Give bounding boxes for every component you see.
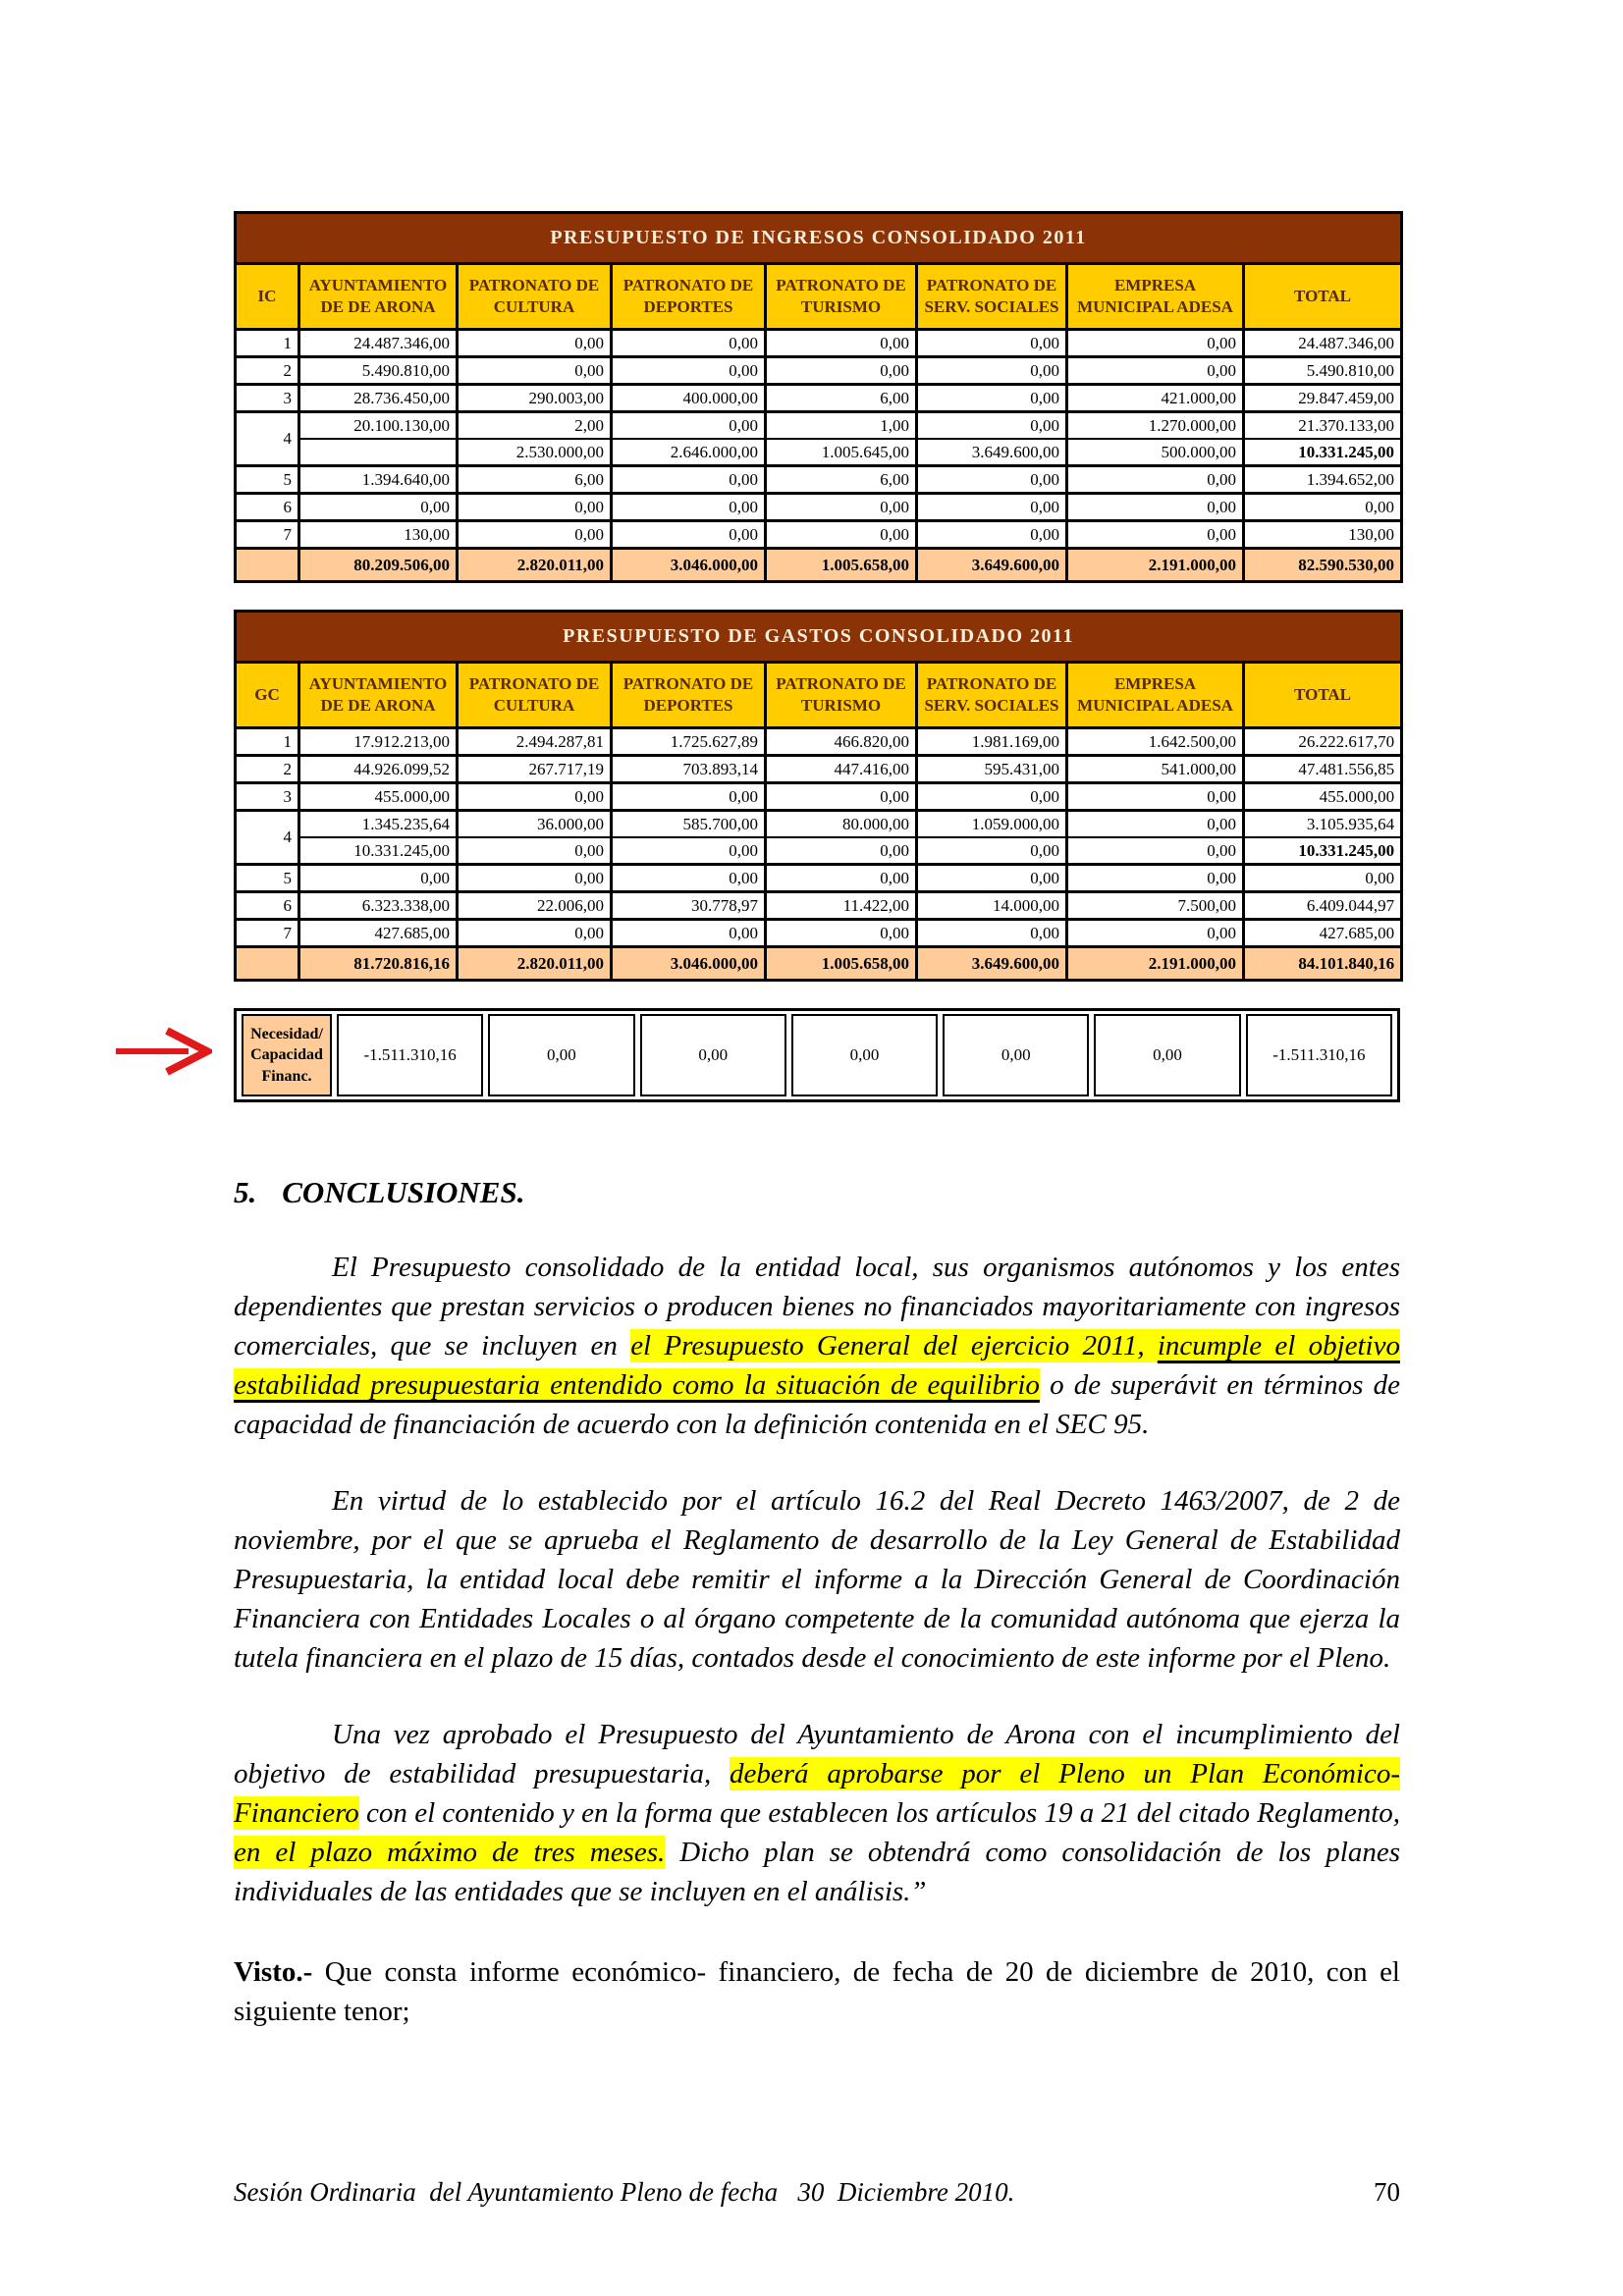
value-cell: 0,00	[766, 357, 917, 385]
value-cell: 2.530.000,00	[458, 439, 612, 466]
row-label: 5	[236, 466, 299, 494]
value-cell: 0,00	[612, 494, 766, 521]
value-cell: 1.725.627,89	[612, 728, 766, 756]
value-cell: 0,00	[917, 521, 1067, 549]
value-cell: 0,00	[458, 865, 612, 892]
value-cell: 1.059.000,00	[917, 811, 1067, 838]
highlighted-text: en el plazo máximo de tres meses.	[234, 1837, 666, 1868]
total-value: 80.209.506,00	[299, 549, 458, 582]
highlighted-text: el Presupuesto General del ejercicio 2011,	[630, 1330, 1158, 1362]
column-header: PATRONATO DE DEPORTES	[612, 264, 766, 330]
column-header: TOTAL	[1244, 663, 1402, 728]
necesidad-value: -1.511.310,16	[1246, 1014, 1392, 1096]
page-number: 70	[1374, 2177, 1400, 2207]
paragraph	[234, 1481, 1400, 1678]
value-cell: 0,00	[766, 920, 917, 947]
row-label: 4	[236, 412, 299, 466]
value-cell: 28.736.450,00	[299, 385, 458, 412]
value-cell: 2.494.287,81	[458, 728, 612, 756]
value-cell: 466.820,00	[766, 728, 917, 756]
value-cell: 427.685,00	[299, 920, 458, 947]
value-cell: 0,00	[766, 783, 917, 811]
value-cell: 1.005.645,00	[766, 439, 917, 466]
value-cell: 1.394.640,00	[299, 466, 458, 494]
value-cell: 20.100.130,00	[299, 412, 458, 440]
value-cell: 0,00	[1067, 837, 1244, 865]
column-header: EMPRESA MUNICIPAL ADESA	[1067, 264, 1244, 330]
value-cell: 17.912.213,00	[299, 728, 458, 756]
value-cell: 6,00	[458, 466, 612, 494]
value-cell: 0,00	[458, 837, 612, 865]
value-cell: 30.778,97	[612, 892, 766, 920]
text-segment: Que consta informe económico- financiero, de fecha de 20 de diciembre de 2010, con el siguiente tenor;	[234, 1956, 1400, 2027]
table-title: PRESUPUESTO DE GASTOS CONSOLIDADO 2011	[236, 612, 1402, 663]
value-cell: 0,00	[458, 521, 612, 549]
value-cell: 455.000,00	[1244, 783, 1402, 811]
value-cell: 0,00	[1244, 494, 1402, 521]
row-label: 4	[236, 811, 299, 865]
value-cell: 0,00	[917, 412, 1067, 440]
red-arrow-icon	[114, 1024, 212, 1079]
value-cell: 0,00	[299, 865, 458, 892]
value-cell: 0,00	[612, 412, 766, 440]
text-segment: En virtud de lo establecido por el artículo 16.2 del Real Decreto 1463/2007, de 2 de noviembre, por el que se aprueba el Reglamento de desarrollo de la Ley General de Estabilidad Presupuestaria, la entidad local debe remitir el informe a la Dirección General de Coordinación Financiera con Entidades Locales o al órgano competente de la comunidad autónoma que ejerza la tutela financiera en el plazo de 15 días, contados desde el conocimiento de este informe por el Pleno.	[234, 1485, 1400, 1674]
value-cell: 10.331.245,00	[1244, 837, 1402, 865]
total-value: 2.191.000,00	[1067, 549, 1244, 582]
value-cell	[299, 439, 458, 466]
value-cell: 80.000,00	[766, 811, 917, 838]
necesidad-value: 0,00	[640, 1014, 786, 1096]
highlighted-text: incumple el objetivo estabilidad presupuestaria entendido como la situación de equilibrio	[234, 1330, 1400, 1401]
necesidad-value: 0,00	[488, 1014, 634, 1096]
value-cell: 10.331.245,00	[299, 837, 458, 865]
value-cell: 0,00	[458, 920, 612, 947]
value-cell: 0,00	[612, 920, 766, 947]
value-cell: 0,00	[458, 783, 612, 811]
total-value: 84.101.840,16	[1244, 947, 1402, 981]
value-cell: 22.006,00	[458, 892, 612, 920]
total-value: 3.649.600,00	[917, 947, 1067, 981]
total-value: 1.005.658,00	[766, 549, 917, 582]
value-cell: 0,00	[917, 385, 1067, 412]
conclusiones-body	[234, 1248, 1400, 2031]
value-cell: 1.270.000,00	[1067, 412, 1244, 440]
value-cell: 0,00	[766, 865, 917, 892]
necesidad-label-line: Financ.	[261, 1067, 312, 1085]
paragraph	[234, 1715, 1400, 1911]
value-cell: 24.487.346,00	[1244, 330, 1402, 357]
value-cell: 14.000,00	[917, 892, 1067, 920]
text-segment: Visto.-	[234, 1956, 313, 1988]
necesidad-value: 0,00	[943, 1014, 1089, 1096]
value-cell: 0,00	[458, 330, 612, 357]
row-label: 2	[236, 756, 299, 783]
value-cell: 0,00	[1067, 811, 1244, 838]
row-label: 6	[236, 494, 299, 521]
value-cell: 3.105.935,64	[1244, 811, 1402, 838]
value-cell: 6.409.044,97	[1244, 892, 1402, 920]
value-cell: 0,00	[1067, 357, 1244, 385]
value-cell: 0,00	[1067, 521, 1244, 549]
value-cell: 29.847.459,00	[1244, 385, 1402, 412]
value-cell: 1.394.652,00	[1244, 466, 1402, 494]
ingresos-table	[234, 211, 1403, 583]
value-cell: 0,00	[917, 865, 1067, 892]
text-segment: o de superávit en términos de capacidad de financiación de acuerdo con la definición contenida en el SEC 95.	[234, 1369, 1401, 1440]
column-header: PATRONATO DE SERV. SOCIALES	[917, 264, 1067, 330]
value-cell: 0,00	[766, 330, 917, 357]
row-label: 2	[236, 357, 299, 385]
row-label: 1	[236, 728, 299, 756]
total-value: 2.820.011,00	[458, 947, 612, 981]
column-header: PATRONATO DE TURISMO	[766, 264, 917, 330]
value-cell: 0,00	[1244, 865, 1402, 892]
heading-title: CONCLUSIONES.	[282, 1175, 525, 1209]
necesidad-table	[234, 1008, 1400, 1102]
value-cell: 447.416,00	[766, 756, 917, 783]
column-header: PATRONATO DE DEPORTES	[612, 663, 766, 728]
value-cell: 6,00	[766, 466, 917, 494]
value-cell: 130,00	[299, 521, 458, 549]
total-value: 82.590.530,00	[1244, 549, 1402, 582]
column-header: EMPRESA MUNICIPAL ADESA	[1067, 663, 1244, 728]
row-label: 7	[236, 920, 299, 947]
value-cell: 1.981.169,00	[917, 728, 1067, 756]
row-label: 7	[236, 521, 299, 549]
heading-number: 5.	[234, 1175, 257, 1209]
value-cell: 0,00	[766, 494, 917, 521]
row-label: 3	[236, 783, 299, 811]
value-cell: 0,00	[917, 783, 1067, 811]
row-label: 5	[236, 865, 299, 892]
value-cell: 21.370.133,00	[1244, 412, 1402, 440]
value-cell: 11.422,00	[766, 892, 917, 920]
value-cell: 595.431,00	[917, 756, 1067, 783]
value-cell: 44.926.099,52	[299, 756, 458, 783]
value-cell: 5.490.810,00	[1244, 357, 1402, 385]
value-cell: 0,00	[612, 521, 766, 549]
column-header: TOTAL	[1244, 264, 1402, 330]
necesidad-value: 0,00	[791, 1014, 938, 1096]
value-cell: 421.000,00	[1067, 385, 1244, 412]
necesidad-value: -1.511.310,16	[337, 1014, 483, 1096]
value-cell: 3.649.600,00	[917, 439, 1067, 466]
value-cell: 0,00	[1067, 494, 1244, 521]
total-value: 3.046.000,00	[612, 947, 766, 981]
corner-header: GC	[236, 663, 299, 728]
value-cell: 6,00	[766, 385, 917, 412]
value-cell: 6.323.338,00	[299, 892, 458, 920]
row-label: 1	[236, 330, 299, 357]
paragraph	[234, 1952, 1400, 2031]
value-cell: 585.700,00	[612, 811, 766, 838]
necesidad-value: 0,00	[1094, 1014, 1240, 1096]
value-cell: 24.487.346,00	[299, 330, 458, 357]
value-cell: 0,00	[917, 357, 1067, 385]
value-cell: 36.000,00	[458, 811, 612, 838]
total-row-label	[236, 549, 299, 582]
total-row-label	[236, 947, 299, 981]
column-header: PATRONATO DE TURISMO	[766, 663, 917, 728]
total-value: 3.046.000,00	[612, 549, 766, 582]
text-segment: con el contenido y en la forma que establecen los artículos 19 a 21 del citado Reglamento,	[358, 1797, 1400, 1829]
value-cell: 0,00	[299, 494, 458, 521]
value-cell: 0,00	[612, 783, 766, 811]
value-cell: 0,00	[1067, 330, 1244, 357]
text-segment: El Presupuesto consolidado de la entidad local, sus organismos autónomos y los entes dependientes que prestan servicios o producen bienes no financiados mayoritariamente con ingresos comerciales, que se incluyen en	[234, 1252, 1400, 1362]
value-cell: 0,00	[612, 865, 766, 892]
value-cell: 130,00	[1244, 521, 1402, 549]
value-cell: 0,00	[458, 357, 612, 385]
section-heading	[234, 1175, 1400, 1210]
value-cell: 500.000,00	[1067, 439, 1244, 466]
text-segment: Dicho plan se obtendrá como consolidación de los planes individuales de las entidades que se incluyen en el análisis.”	[234, 1837, 1400, 1907]
value-cell: 47.481.556,85	[1244, 756, 1402, 783]
value-cell: 2,00	[458, 412, 612, 440]
value-cell: 0,00	[1067, 466, 1244, 494]
column-header: AYUNTAMIENTO DE DE ARONA	[299, 663, 458, 728]
value-cell: 5.490.810,00	[299, 357, 458, 385]
value-cell: 0,00	[766, 521, 917, 549]
gastos-table	[234, 610, 1403, 982]
value-cell: 10.331.245,00	[1244, 439, 1402, 466]
total-value: 81.720.816,16	[299, 947, 458, 981]
value-cell: 455.000,00	[299, 783, 458, 811]
value-cell: 0,00	[1067, 865, 1244, 892]
row-label: 3	[236, 385, 299, 412]
text-segment: Una vez aprobado el Presupuesto del Ayuntamiento de Arona con el incumplimiento del objetivo de estabilidad presupuestaria,	[234, 1719, 1400, 1789]
value-cell: 0,00	[612, 357, 766, 385]
column-header: PATRONATO DE CULTURA	[458, 264, 612, 330]
value-cell: 1,00	[766, 412, 917, 440]
value-cell: 0,00	[917, 837, 1067, 865]
value-cell: 0,00	[917, 920, 1067, 947]
necesidad-row-label	[242, 1014, 332, 1096]
value-cell: 0,00	[917, 494, 1067, 521]
total-value: 2.191.000,00	[1067, 947, 1244, 981]
value-cell: 267.717,19	[458, 756, 612, 783]
value-cell: 290.003,00	[458, 385, 612, 412]
necesidad-section	[234, 1008, 1400, 1102]
column-header: PATRONATO DE SERV. SOCIALES	[917, 663, 1067, 728]
highlighted-text: deberá aprobarse por el Pleno un Plan Económico-Financiero	[234, 1758, 1400, 1829]
paragraph	[234, 1248, 1400, 1444]
row-label: 6	[236, 892, 299, 920]
value-cell: 427.685,00	[1244, 920, 1402, 947]
value-cell: 0,00	[612, 837, 766, 865]
total-value: 1.005.658,00	[766, 947, 917, 981]
value-cell: 7.500,00	[1067, 892, 1244, 920]
necesidad-label-line: Capacidad	[250, 1046, 323, 1064]
value-cell: 2.646.000,00	[612, 439, 766, 466]
value-cell: 1.642.500,00	[1067, 728, 1244, 756]
value-cell: 0,00	[917, 466, 1067, 494]
value-cell: 541.000,00	[1067, 756, 1244, 783]
value-cell: 0,00	[1067, 920, 1244, 947]
value-cell: 703.893,14	[612, 756, 766, 783]
footer-session-text: Sesión Ordinaria del Ayuntamiento Pleno de fecha 30 Diciembre 2010.	[234, 2177, 1015, 2207]
page-footer	[234, 2177, 1400, 2208]
corner-header: IC	[236, 264, 299, 330]
value-cell: 0,00	[612, 466, 766, 494]
total-value: 3.649.600,00	[917, 549, 1067, 582]
value-cell: 1.345.235,64	[299, 811, 458, 838]
column-header: AYUNTAMIENTO DE DE ARONA	[299, 264, 458, 330]
value-cell: 26.222.617,70	[1244, 728, 1402, 756]
total-value: 2.820.011,00	[458, 549, 612, 582]
column-header: PATRONATO DE CULTURA	[458, 663, 612, 728]
value-cell: 400.000,00	[612, 385, 766, 412]
value-cell: 0,00	[917, 330, 1067, 357]
necesidad-label-line: Necesidad/	[250, 1025, 323, 1042]
value-cell: 0,00	[1067, 783, 1244, 811]
value-cell: 0,00	[458, 494, 612, 521]
table-title: PRESUPUESTO DE INGRESOS CONSOLIDADO 2011	[236, 213, 1402, 264]
value-cell: 0,00	[612, 330, 766, 357]
value-cell: 0,00	[766, 837, 917, 865]
